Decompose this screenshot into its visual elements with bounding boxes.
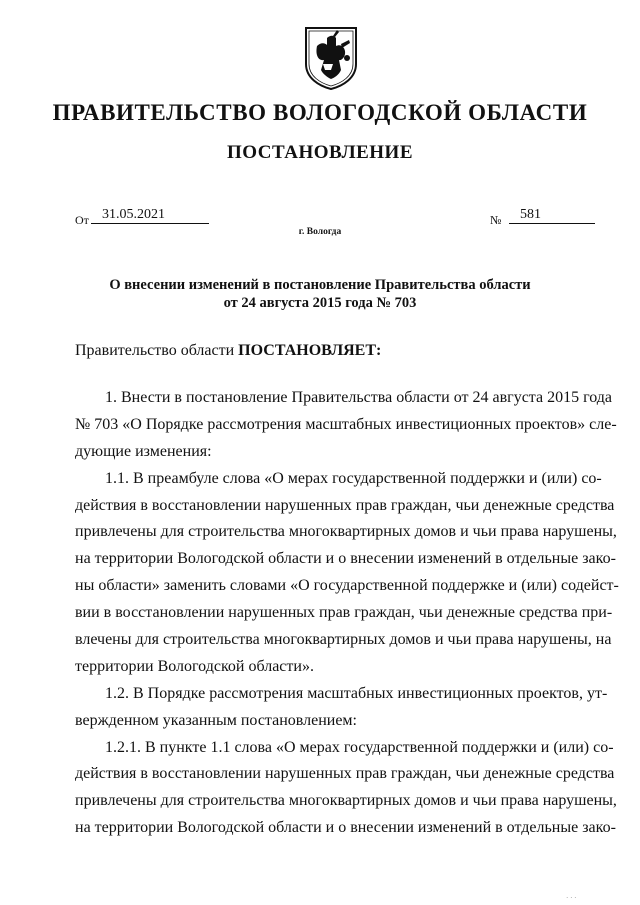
- subject-line-2: от 24 августа 2015 года № 703: [223, 295, 417, 311]
- document-number: 581: [509, 207, 595, 224]
- scan-mark: · · ·: [566, 894, 577, 902]
- decree-keyword: ПОСТАНОВЛЯЕТ:: [238, 342, 382, 359]
- body-line: 1.2.1. В пункте 1.1 слова «О мерах государственной поддержки и (или) со-: [105, 738, 614, 756]
- body-line: на территории Вологодской области и о внесении изменений в отдельные зако-: [75, 550, 616, 568]
- number-prefix-label: №: [490, 213, 502, 227]
- body-line: привлечены для строительства многоквартирных домов и чьи права нарушены,: [75, 792, 617, 810]
- body-line: 1.1. В преамбуле слова «О мерах государственной поддержки и (или) со-: [105, 469, 602, 487]
- doc-type-heading: ПОСТАНОВЛЕНИЕ: [226, 142, 414, 163]
- city-label: г. Вологда: [298, 227, 342, 237]
- date-prefix-label: От: [75, 213, 89, 227]
- decree-lead: Правительство области: [75, 342, 235, 359]
- body-line: ны области» заменить словами «О государственной поддержке и (или) содейст-: [75, 577, 619, 595]
- body-line: 1. Внести в постановление Правительства области от 24 августа 2015 года: [105, 389, 613, 406]
- body-line: на территории Вологодской области и о внесении изменений в отдельные зако-: [75, 819, 616, 837]
- body-line: действия в восстановлении нарушенных прав граждан, чьи денежные средства: [75, 496, 615, 514]
- document-subject: [0, 276, 640, 312]
- document-body: [75, 385, 619, 842]
- coat-of-arms-icon: [303, 24, 359, 90]
- org-title: ПРАВИТЕЛЬСТВО ВОЛОГОДСКОЙ ОБЛАСТИ: [52, 100, 588, 125]
- body-line: действия в восстановлении нарушенных прав граждан, чьи денежные средства: [75, 765, 615, 783]
- document-date: 31.05.2021: [91, 207, 209, 224]
- body-line: № 703 «О Порядке рассмотрения масштабных инвестиционных проектов» сле-: [75, 415, 617, 433]
- body-line: 1.2. В Порядке рассмотрения масштабных инвестиционных проектов, ут-: [105, 684, 608, 702]
- decree-statement: [75, 342, 381, 360]
- body-line: влечены для строительства многоквартирных домов и чьи права нарушены, на: [75, 631, 612, 649]
- subject-line-1: О внесении изменений в постановление Правительства области: [109, 277, 531, 293]
- body-line: территории Вологодской области».: [75, 657, 314, 675]
- body-line: привлечены для строительства многоквартирных домов и чьи права нарушены,: [75, 523, 617, 541]
- body-line: вержденном указанным постановлением:: [75, 711, 357, 729]
- body-line: дующие изменения:: [75, 442, 212, 460]
- body-line: вии в восстановлении нарушенных прав граждан, чьи денежные средства при-: [75, 604, 613, 622]
